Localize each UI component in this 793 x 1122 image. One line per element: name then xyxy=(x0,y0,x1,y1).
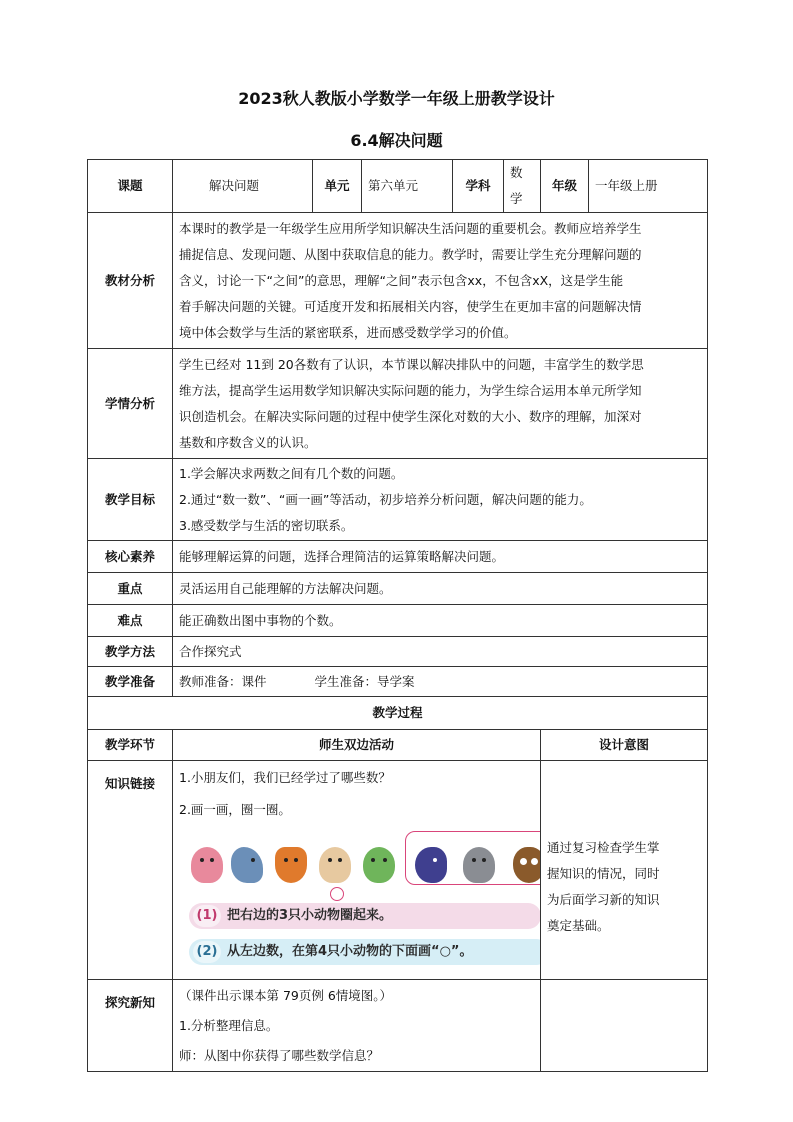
fox-icon xyxy=(275,847,307,883)
method-row xyxy=(88,637,708,667)
grade-value: 一年级上册 xyxy=(589,160,708,213)
subject-label: 学科 xyxy=(453,160,504,213)
text-line: 捕捉信息、发现问题、从图中获取信息的能力。教学时，需要让学生充分理解问题的 xyxy=(179,246,642,262)
intent-line: 为后面学习新的知识 xyxy=(547,892,660,907)
text-line: 含义，讨论一下“之间”的意思，理解“之间”表示包含xx，不包含xX，这是学生能 xyxy=(179,272,624,288)
textbook-analysis-text xyxy=(173,213,708,349)
task-2-text: 从左边数，在第4只小动物的下面画“○”。 xyxy=(227,944,473,959)
sheep-icon xyxy=(191,847,223,883)
lesson-title: 6.4解决问题 xyxy=(350,131,443,150)
text-line: 境中体会数学与生活的紧密联系，进而感受数学学习的价值。 xyxy=(179,324,517,340)
animal-exercise-figure xyxy=(179,831,534,979)
text-line: 1.学会解决求两数之间有几个数的问题。 xyxy=(179,465,404,481)
question-1: 1.小朋友们，我们已经学过了哪些数？ xyxy=(179,770,391,785)
question-2: 2.画一画，圈一圈。 xyxy=(179,802,291,817)
unit-label: 单元 xyxy=(313,160,362,213)
student-preparation: 学生准备：导学案 xyxy=(314,673,415,689)
difficulty-row xyxy=(88,605,708,637)
text-line: 学生已经对 11到 20各数有了认识，本节课以解决排队中的问题，丰富学生的数学思 xyxy=(179,356,644,372)
explore-intent xyxy=(541,980,708,1072)
intent-header: 设计意图 xyxy=(541,730,708,761)
process-title-row xyxy=(88,697,708,730)
task-2-banner xyxy=(189,939,541,965)
task-2-number: (2) xyxy=(193,941,221,963)
header-row xyxy=(88,160,708,213)
core-literacy-text: 能够理解运算的问题，选择合理简洁的运算策略解决问题。 xyxy=(173,541,708,573)
student-analysis-label: 学情分析 xyxy=(88,349,173,459)
objectives-row xyxy=(88,459,708,541)
text-line: 师：从图中你获得了哪些数学信息？ xyxy=(179,1047,380,1063)
difficulty-text: 能正确数出图中事物的个数。 xyxy=(173,605,708,637)
unit-value: 第六单元 xyxy=(362,160,453,213)
document-title: 2023秋人教版小学数学一年级上册教学设计 xyxy=(238,89,555,108)
objectives-label: 教学目标 xyxy=(88,459,173,541)
core-literacy-row xyxy=(88,541,708,573)
stage-header: 教学环节 xyxy=(88,730,173,761)
intent-line: 通过复习检查学生掌 xyxy=(547,840,660,855)
preparation-text xyxy=(173,667,708,697)
key-point-row xyxy=(88,573,708,605)
shark-icon xyxy=(231,847,263,883)
objectives-text xyxy=(173,459,708,541)
knowledge-link-activity xyxy=(173,761,541,980)
grade-label: 年级 xyxy=(541,160,589,213)
task-1-text: 把右边的3只小动物圈起来。 xyxy=(227,908,393,923)
key-point-label: 重点 xyxy=(88,573,173,605)
text-line: 着手解决问题的关键。可适度开发和拓展相关内容，使学生在更加丰富的问题解决情 xyxy=(179,298,642,314)
key-point-text: 灵活运用自己能理解的方法解决问题。 xyxy=(173,573,708,605)
student-analysis-row xyxy=(88,349,708,459)
textbook-analysis-row xyxy=(88,213,708,349)
circled-group-frame xyxy=(405,831,541,885)
process-header-row xyxy=(88,730,708,761)
text-line: 基数和序数含义的认识。 xyxy=(179,434,317,450)
knowledge-link-intent xyxy=(541,761,708,980)
explore-label: 探究新知 xyxy=(88,980,173,1072)
lesson-plan-table xyxy=(87,159,708,1072)
circle-mark-icon xyxy=(330,887,344,901)
topic-value: 解决问题 xyxy=(173,160,313,213)
explore-activity xyxy=(173,980,541,1072)
task-1-banner xyxy=(189,903,541,929)
knowledge-link-label: 知识链接 xyxy=(88,761,173,980)
preparation-row xyxy=(88,667,708,697)
knowledge-link-row xyxy=(88,761,708,980)
explore-row xyxy=(88,980,708,1072)
method-label: 教学方法 xyxy=(88,637,173,667)
text-line: 2.通过“数一数”、“画一画”等活动，初步培养分析问题，解决问题的能力。 xyxy=(179,491,592,507)
difficulty-label: 难点 xyxy=(88,605,173,637)
student-analysis-text xyxy=(173,349,708,459)
dog-icon xyxy=(319,847,351,883)
intent-line: 奠定基础。 xyxy=(547,918,610,933)
text-line: 识创造机会。在解决实际问题的过程中使学生深化对数的大小、数序的理解，加深对 xyxy=(179,408,642,424)
text-line: 1.分析整理信息。 xyxy=(179,1017,279,1033)
topic-label: 课题 xyxy=(88,160,173,213)
activity-header: 师生双边活动 xyxy=(173,730,541,761)
text-line: （课件出示课本第 79页例 6情境图。） xyxy=(179,987,393,1003)
core-literacy-label: 核心素养 xyxy=(88,541,173,573)
subject-value: 数学 xyxy=(504,160,541,213)
method-text: 合作探究式 xyxy=(173,637,708,667)
intent-line: 握知识的情况，同时 xyxy=(547,866,660,881)
teacher-preparation: 教师准备：课件 xyxy=(179,673,267,689)
text-line: 维方法，提高学生运用数学知识解决实际问题的能力，为学生综合运用本单元所学知 xyxy=(179,382,642,398)
textbook-analysis-label: 教材分析 xyxy=(88,213,173,349)
task-1-number: (1) xyxy=(193,905,221,927)
frog-icon xyxy=(363,847,395,883)
preparation-label: 教学准备 xyxy=(88,667,173,697)
process-title: 教学过程 xyxy=(88,697,708,730)
text-line: 3.感受数学与生活的密切联系。 xyxy=(179,517,354,533)
text-line: 本课时的教学是一年级学生应用所学知识解决生活问题的重要机会。教师应培养学生 xyxy=(179,220,642,236)
